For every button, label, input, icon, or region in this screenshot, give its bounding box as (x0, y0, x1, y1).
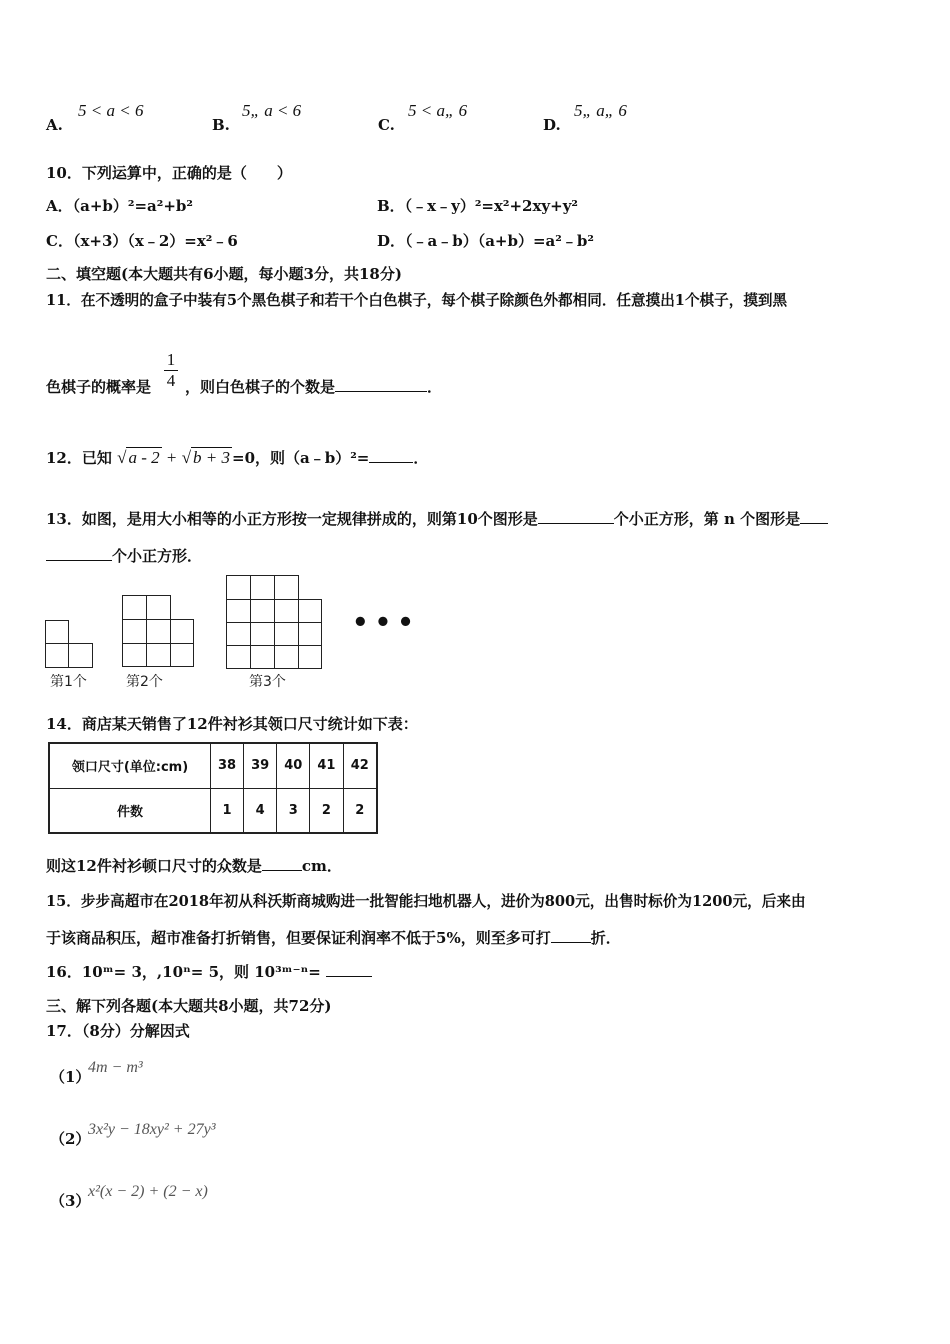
q12-end: ． (413, 449, 429, 467)
q9-option-b-letter: B. (212, 116, 230, 134)
q13-text-f: 个图形是 (740, 510, 801, 528)
q14-count-cell: 3 (277, 788, 310, 833)
q13-line2 (46, 545, 202, 566)
q14-header-size: 领口尺寸(单位:cm) (49, 743, 211, 788)
q17-item-3-label: （3） (50, 1192, 91, 1210)
q14-stem: 14．商店某天销售了12件衬衫其领口尺寸统计如下表： (46, 715, 418, 733)
q14-size-cell: 41 (310, 743, 343, 788)
q13-figure-3 (226, 575, 322, 669)
q9-option-d-expr: 5„ a„ 6 (574, 101, 627, 120)
q13-figure-2 (122, 595, 194, 667)
q14-answer-line (46, 855, 342, 876)
q9-option-c-letter: C. (378, 116, 395, 134)
q9-option-a-expr: 5 < a < 6 (78, 101, 144, 120)
q12-blank[interactable] (369, 448, 413, 463)
q11-line2 (46, 376, 442, 397)
q10-option-d: D．（﹣a﹣b）（a+b）=a²﹣b² (377, 232, 594, 250)
q14-size-cell: 42 (343, 743, 377, 788)
q16-line (46, 961, 372, 982)
q14-count-cell: 2 (310, 788, 343, 833)
q14-blank[interactable] (262, 856, 302, 871)
q14-count-cell: 1 (211, 788, 244, 833)
q13-line1 (46, 508, 828, 529)
q11-line1: 11．在不透明的盒子中装有5个黑色棋子和若干个白色棋子，每个棋子除颜色外都相同．任意摸出1个棋子，摸到黑 (46, 292, 788, 309)
q10-stem: 10．下列运算中，正确的是（ ） (46, 164, 292, 182)
q14-row-count (49, 788, 377, 833)
q12-rad-1: a - 2 (128, 448, 160, 467)
q11-post: ，则白色棋子的个数是 (185, 378, 336, 396)
q13-text-b: 10 (456, 510, 478, 528)
q12-sqrt-2: √ b + 3 (181, 448, 231, 467)
q13-label-2: 第2个 (126, 674, 163, 690)
q12-post: =0，则（a﹣b）²= (232, 449, 370, 467)
q14-size-cell: 39 (244, 743, 277, 788)
q17-item-1-label: （1） (50, 1068, 91, 1086)
q12-pre: 12．已知 (46, 449, 112, 467)
q14-collar-table (48, 742, 378, 834)
q17-item-3-expr: x²(x − 2) + (2 − x) (88, 1183, 208, 1200)
q10-option-a: A．（a+b）²=a²+b² (46, 197, 193, 215)
q15-blank[interactable] (551, 928, 591, 943)
q17-item-1-expr: 4m − m³ (88, 1059, 143, 1076)
q11-fraction (164, 350, 178, 391)
q13-blank-2b[interactable] (46, 546, 112, 561)
section-2-heading: 二、填空题(本大题共有6小题，每小题3分，共18分) (46, 265, 402, 283)
q14-answer-pre: 则这12件衬衫顿口尺寸的众数是 (46, 857, 262, 875)
q13-text-a: 13．如图，是用大小相等的小正方形按一定规律拼成的，则第 (46, 510, 457, 528)
q14-header-count: 件数 (49, 788, 211, 833)
q15-line1: 15．步步高超市在2018年初从科沃斯商城购进一批智能扫地机器人，进价为800元，出售时标价为1200元，后来由 (46, 893, 806, 910)
q12-sqrt-1: √ a - 2 (117, 448, 160, 467)
q14-answer-post: cm． (301, 857, 342, 875)
q16-text: 16．10ᵐ= 3，,10ⁿ= 5，则 10³ᵐ⁻ⁿ= (46, 963, 327, 981)
q13-label-1: 第1个 (50, 674, 87, 690)
q9-option-d-letter: D. (543, 116, 561, 134)
q17-item-2-expr: 3x²y − 18xy² + 27y³ (88, 1121, 216, 1138)
q9-option-b-expr: 5„ a < 6 (242, 101, 302, 120)
q13-text-d: 个小正方形，第 (613, 510, 719, 528)
q14-size-cell: 40 (277, 743, 310, 788)
q15-end: 折． (590, 929, 621, 947)
q17-item-2-label: （2） (50, 1130, 91, 1148)
q13-blank-2a[interactable] (800, 509, 828, 524)
q9-option-a-letter: A. (46, 116, 63, 134)
q11-end: ． (427, 378, 443, 396)
q11-pre: 色棋子的概率是 (46, 378, 152, 396)
q13-figure-1 (45, 620, 93, 668)
q10-option-c: C．（x+3）（x﹣2）=x²﹣6 (46, 232, 238, 250)
q12-rad-2: b + 3 (193, 448, 231, 467)
q11-blank[interactable] (335, 377, 427, 392)
q12-line (46, 447, 428, 468)
q13-label-3: 第3个 (249, 674, 286, 690)
q17-stem: 17．（8分）分解因式 (46, 1022, 190, 1040)
q13-text-c: 个图形是 (477, 510, 538, 528)
q13-line2-text: 个小正方形． (112, 547, 203, 565)
q14-size-cell: 38 (211, 743, 244, 788)
q16-blank[interactable] (326, 962, 372, 977)
q13-text-e: n (724, 510, 735, 528)
q12-plus: + (166, 448, 177, 467)
section-3-heading: 三、解下列各题(本大题共8小题，共72分) (46, 997, 332, 1015)
q11-frac-num: 1 (166, 350, 176, 369)
q10-option-b: B．（﹣x﹣y）²=x²+2xy+y² (377, 197, 579, 215)
q14-row-size (49, 743, 377, 788)
q15-line2 (46, 927, 621, 948)
q14-count-cell: 2 (343, 788, 377, 833)
q11-frac-den: 4 (164, 370, 178, 391)
q14-count-cell: 4 (244, 788, 277, 833)
q9-option-c-expr: 5 < a„ 6 (408, 101, 468, 120)
q13-blank-1[interactable] (538, 509, 614, 524)
q15-line2-text: 于该商品积压，超市准备打折销售，但要保证利润率不低于5%，则至多可打 (46, 929, 551, 947)
q13-ellipsis-dots: ••• (352, 608, 420, 638)
